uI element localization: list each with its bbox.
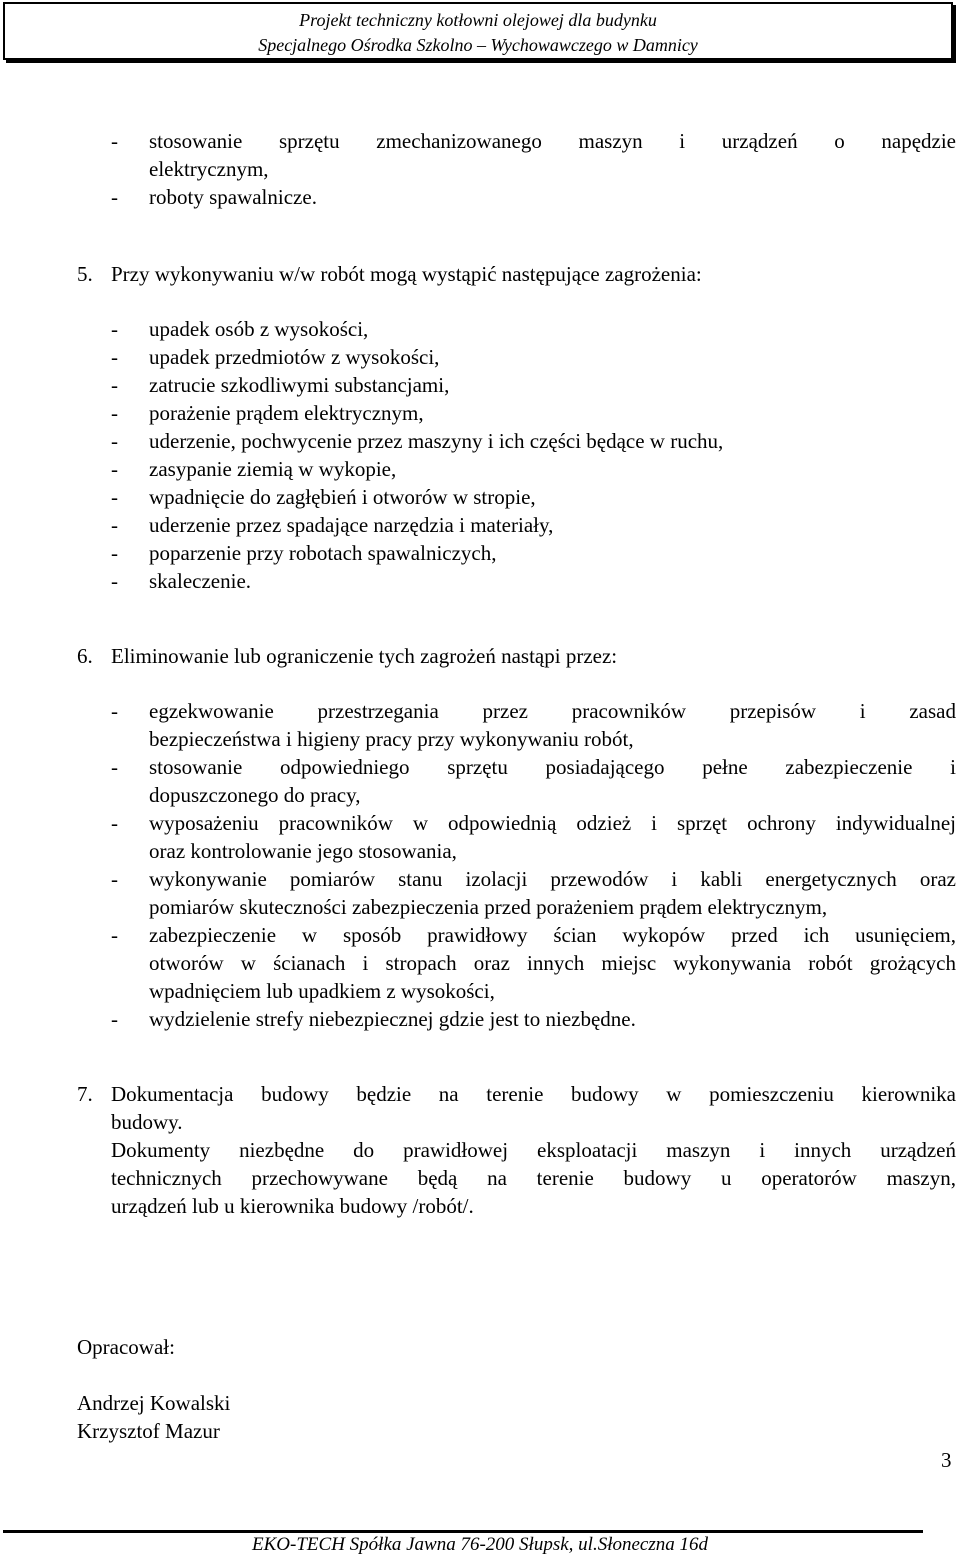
list-dash: - bbox=[111, 129, 118, 153]
list-dash: - bbox=[111, 1007, 118, 1031]
list-dash: - bbox=[111, 513, 118, 537]
prepared-by-label: Opracował: bbox=[77, 1335, 175, 1359]
list-dash: - bbox=[111, 373, 118, 397]
hazard-item: zatrucie szkodliwymi substancjami, bbox=[149, 373, 450, 397]
hazard-item: porażenie prądem elektrycznym, bbox=[149, 401, 424, 425]
list-dash: - bbox=[111, 457, 118, 481]
list-item: roboty spawalnicze. bbox=[149, 185, 317, 209]
list-dash: - bbox=[111, 541, 118, 565]
section-5-number: 5. bbox=[77, 262, 93, 286]
hazard-item: wpadnięcie do zagłębień i otworów w stropie, bbox=[149, 485, 536, 509]
list-dash: - bbox=[111, 401, 118, 425]
document-footer: EKO-TECH Spółka Jawna 76-200 Słupsk, ul.Słoneczna 16d bbox=[252, 1534, 708, 1555]
section-6-number: 6. bbox=[77, 644, 93, 668]
hazard-item: upadek przedmiotów z wysokości, bbox=[149, 345, 440, 369]
section-7-paragraph-line: urządzeń lub u kierownika budowy /robót/. bbox=[111, 1194, 474, 1218]
section-7-paragraph-line: Dokumenty niezbędne do prawidłowej eksploatacji maszyn i innych urządzeń bbox=[111, 1138, 956, 1162]
section-7-paragraph-line: technicznych przechowywane będą na terenie budowy u operatorów maszyn, bbox=[111, 1166, 956, 1190]
measure-item: stosowanie odpowiedniego sprzętu posiadającego pełne zabezpieczenie i bbox=[149, 755, 956, 779]
list-dash: - bbox=[111, 485, 118, 509]
list-dash: - bbox=[111, 699, 118, 723]
header-line-1: Projekt techniczny kotłowni olejowej dla budynku bbox=[299, 10, 657, 30]
list-item-continuation: elektrycznym, bbox=[149, 157, 269, 181]
author-name: Andrzej Kowalski bbox=[77, 1391, 231, 1415]
section-6-title: Eliminowanie lub ograniczenie tych zagrożeń nastąpi przez: bbox=[111, 644, 618, 668]
section-7-number: 7. bbox=[77, 1082, 93, 1106]
list-dash: - bbox=[111, 429, 118, 453]
measure-item: egzekwowanie przestrzegania przez pracowników przepisów i zasad bbox=[149, 699, 956, 723]
measure-item-continuation: otworów w ścianach i stropach oraz innych miejsc wykonywania robót grożących bbox=[149, 951, 956, 975]
document-header bbox=[3, 2, 953, 60]
measure-item-continuation: bezpieczeństwa i higieny pracy przy wykonywaniu robót, bbox=[149, 727, 634, 751]
hazard-item: skaleczenie. bbox=[149, 569, 252, 593]
measure-item: wykonywanie pomiarów stanu izolacji przewodów i kabli energetycznych oraz bbox=[149, 867, 956, 891]
author-name: Krzysztof Mazur bbox=[77, 1419, 220, 1443]
list-dash: - bbox=[111, 569, 118, 593]
measure-item-continuation: oraz kontrolowanie jego stosowania, bbox=[149, 839, 457, 863]
hazard-item: uderzenie przez spadające narzędzia i materiały, bbox=[149, 513, 554, 537]
hazard-item: poparzenie przy robotach spawalniczych, bbox=[149, 541, 497, 565]
header-line-2: Specjalnego Ośrodka Szkolno – Wychowawczego w Damnicy bbox=[258, 35, 698, 55]
measure-item: zabezpieczenie w sposób prawidłowy ścian wykopów przed ich usunięciem, bbox=[149, 923, 956, 947]
hazard-item: upadek osób z wysokości, bbox=[149, 317, 369, 341]
section-5-title: Przy wykonywaniu w/w robót mogą wystąpić następujące zagrożenia: bbox=[111, 262, 702, 286]
measure-item-continuation: dopuszczonego do pracy, bbox=[149, 783, 361, 807]
list-dash: - bbox=[111, 867, 118, 891]
measure-item: wydzielenie strefy niebezpiecznej gdzie jest to niezbędne. bbox=[149, 1007, 636, 1031]
measure-item-continuation: wpadnięciem lub upadkiem z wysokości, bbox=[149, 979, 495, 1003]
hazard-item: zasypanie ziemią w wykopie, bbox=[149, 457, 397, 481]
list-dash: - bbox=[111, 317, 118, 341]
list-dash: - bbox=[111, 345, 118, 369]
measure-item: wyposażeniu pracowników w odpowiednią odzież i sprzęt ochrony indywidualnej bbox=[149, 811, 956, 835]
list-dash: - bbox=[111, 811, 118, 835]
list-dash: - bbox=[111, 923, 118, 947]
section-7-paragraph-line: Dokumentacja budowy będzie na terenie budowy w pomieszczeniu kierownika bbox=[111, 1082, 956, 1106]
footer-divider bbox=[3, 1530, 923, 1533]
hazard-item: uderzenie, pochwycenie przez maszyny i ich części będące w ruchu, bbox=[149, 429, 724, 453]
list-item: stosowanie sprzętu zmechanizowanego maszyn i urządzeń o napędzie bbox=[149, 129, 956, 153]
measure-item-continuation: pomiarów skuteczności zabezpieczenia przed porażeniem prądem elektrycznym, bbox=[149, 895, 828, 919]
section-7-paragraph-line: budowy. bbox=[111, 1110, 183, 1134]
list-dash: - bbox=[111, 185, 118, 209]
page-number: 3 bbox=[941, 1448, 952, 1472]
list-dash: - bbox=[111, 755, 118, 779]
